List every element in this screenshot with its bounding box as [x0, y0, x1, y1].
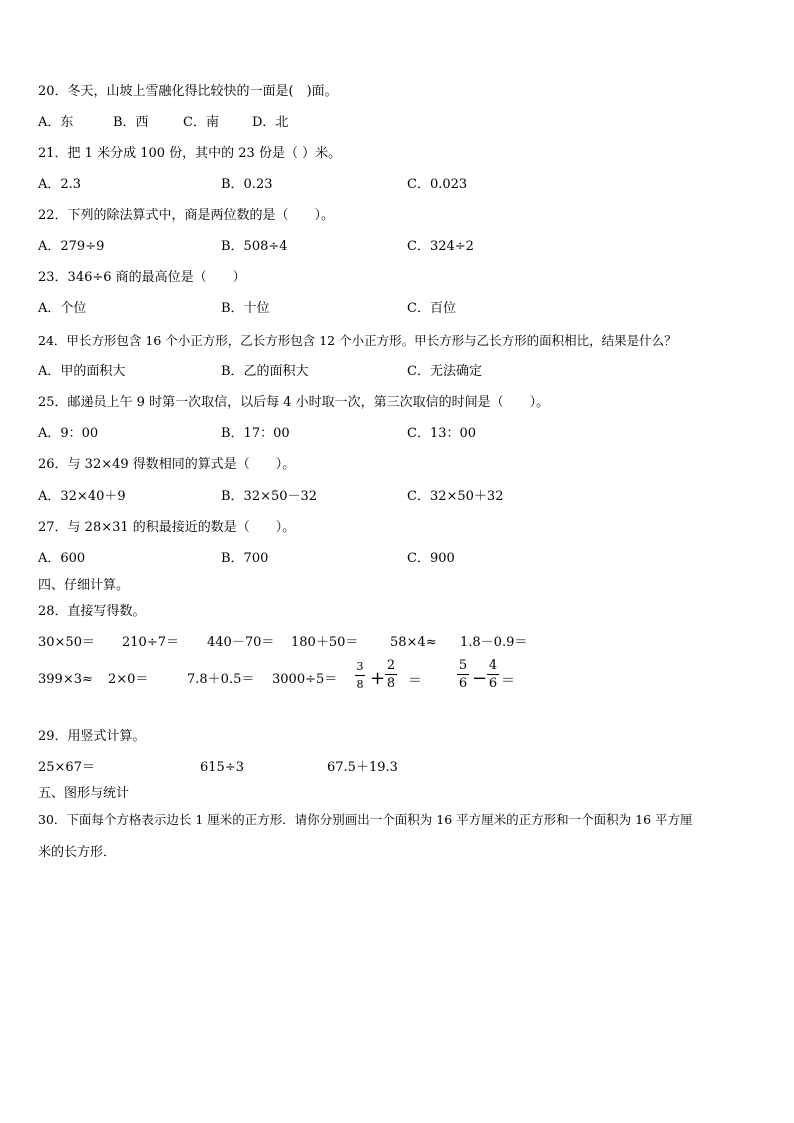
q27-option-c: C．900 — [407, 551, 455, 566]
question-26: 26．与 32×49 得数相同的算式是（ ）。 — [38, 457, 296, 472]
question-22: 22．下列的除法算式中，商是两位数的是（ ）。 — [38, 208, 335, 223]
q24-option-a: A．甲的面积大 — [38, 364, 126, 379]
fraction-denominator: 8 — [356, 678, 364, 691]
q25-option-c: C．13：00 — [407, 426, 477, 441]
q23-option-a: A．个位 — [38, 301, 87, 316]
fraction-5-6 — [457, 658, 469, 691]
fraction-denominator: 8 — [386, 676, 396, 691]
q20-option-c: C．南 — [183, 115, 219, 130]
fraction-4-6 — [487, 658, 499, 691]
calc-item: 1.8－0.9＝ — [460, 635, 528, 650]
q24-option-b: B．乙的面积大 — [221, 364, 309, 379]
q26-option-c: C．32×50＋32 — [407, 489, 504, 504]
question-25: 25．邮递员上午 9 时第一次取信，以后每 4 小时取一次，第三次取信的时间是（ ）。 — [38, 395, 550, 410]
question-20: 20．冬天，山坡上雪融化得比较快的一面是( )面。 — [38, 84, 338, 99]
q26-option-a: A．32×40＋9 — [38, 489, 126, 504]
q27-option-b: B．700 — [221, 551, 269, 566]
question-27: 27．与 28×31 的积最接近的数是（ ）。 — [38, 520, 296, 535]
question-24: 24．甲长方形包含 16 个小正方形，乙长方形包含 12 个小正方形。甲长方形与乙长方形的面积相比，结果是什么？ — [38, 333, 677, 348]
q25-option-a: A．9：00 — [38, 426, 99, 441]
calc-item: 440－70＝ — [207, 635, 275, 650]
q22-option-c: C．324÷2 — [407, 239, 474, 254]
fraction-denominator: 6 — [458, 676, 468, 691]
calc-item: 2×0＝ — [108, 672, 149, 687]
fraction-numerator: 3 — [356, 660, 364, 673]
calc-item: 58×4≈ — [390, 635, 437, 650]
fraction-numerator: 4 — [488, 658, 498, 673]
fraction-bar — [355, 675, 365, 676]
q22-option-b: B．508÷4 — [221, 239, 288, 254]
vertical-calc-item: 67.5＋19.3 — [327, 760, 398, 775]
q20-option-d: D．北 — [252, 115, 289, 130]
vertical-calc-item: 615÷3 — [200, 760, 244, 775]
fraction-denominator: 6 — [488, 676, 498, 691]
fraction-3-8 — [355, 659, 365, 692]
minus-sign: − — [472, 668, 488, 689]
fraction-numerator: 5 — [458, 658, 468, 673]
equals-sign: ＝ — [408, 673, 422, 689]
calc-item: 3000÷5＝ — [272, 672, 338, 687]
fraction-bar — [487, 674, 499, 675]
question-29: 29．用竖式计算。 — [38, 729, 146, 744]
calc-item: 210÷7＝ — [122, 635, 179, 650]
q21-option-a: A．2.3 — [38, 177, 82, 192]
q20-option-a: A．东 — [38, 115, 74, 130]
plus-sign: + — [370, 668, 386, 689]
q20-option-b: B．西 — [113, 115, 149, 130]
calc-item: 30×50＝ — [38, 635, 95, 650]
q23-option-b: B．十位 — [221, 301, 270, 316]
q26-option-b: B．32×50－32 — [221, 489, 318, 504]
q24-option-c: C．无法确定 — [407, 364, 482, 379]
q21-option-c: C．0.023 — [407, 177, 468, 192]
section-5-title: 五、图形与统计 — [38, 786, 130, 801]
fraction-bar — [457, 674, 469, 675]
fraction-bar — [385, 674, 397, 675]
fraction-numerator: 2 — [386, 658, 396, 673]
question-28: 28．直接写得数。 — [38, 604, 146, 619]
q23-option-c: C．百位 — [407, 301, 456, 316]
q21-option-b: B．0.23 — [221, 177, 273, 192]
q25-option-b: B．17：00 — [221, 426, 290, 441]
calc-item: 399×3≈ — [38, 672, 93, 687]
question-23: 23．346÷6 商的最高位是（ ） — [38, 270, 246, 285]
calc-item: 180＋50＝ — [291, 635, 359, 650]
equals-sign: ＝ — [501, 673, 515, 689]
question-30-line-2: 米的长方形． — [38, 845, 117, 860]
q22-option-a: A．279÷9 — [38, 239, 105, 254]
calc-item: 7.8＋0.5＝ — [187, 672, 255, 687]
fraction-2-8 — [385, 658, 397, 691]
vertical-calc-item: 25×67＝ — [38, 760, 95, 775]
question-30-line-1: 30．下面每个方格表示边长 1 厘米的正方形．请你分别画出一个面积为 16 平方厘米的正方形和一个面积为 16 平方厘 — [38, 812, 693, 827]
section-4-title: 四、仔细计算。 — [38, 578, 130, 593]
question-21: 21．把 1 米分成 100 份，其中的 23 份是（ ）米。 — [38, 146, 342, 161]
q27-option-a: A．600 — [38, 551, 86, 566]
